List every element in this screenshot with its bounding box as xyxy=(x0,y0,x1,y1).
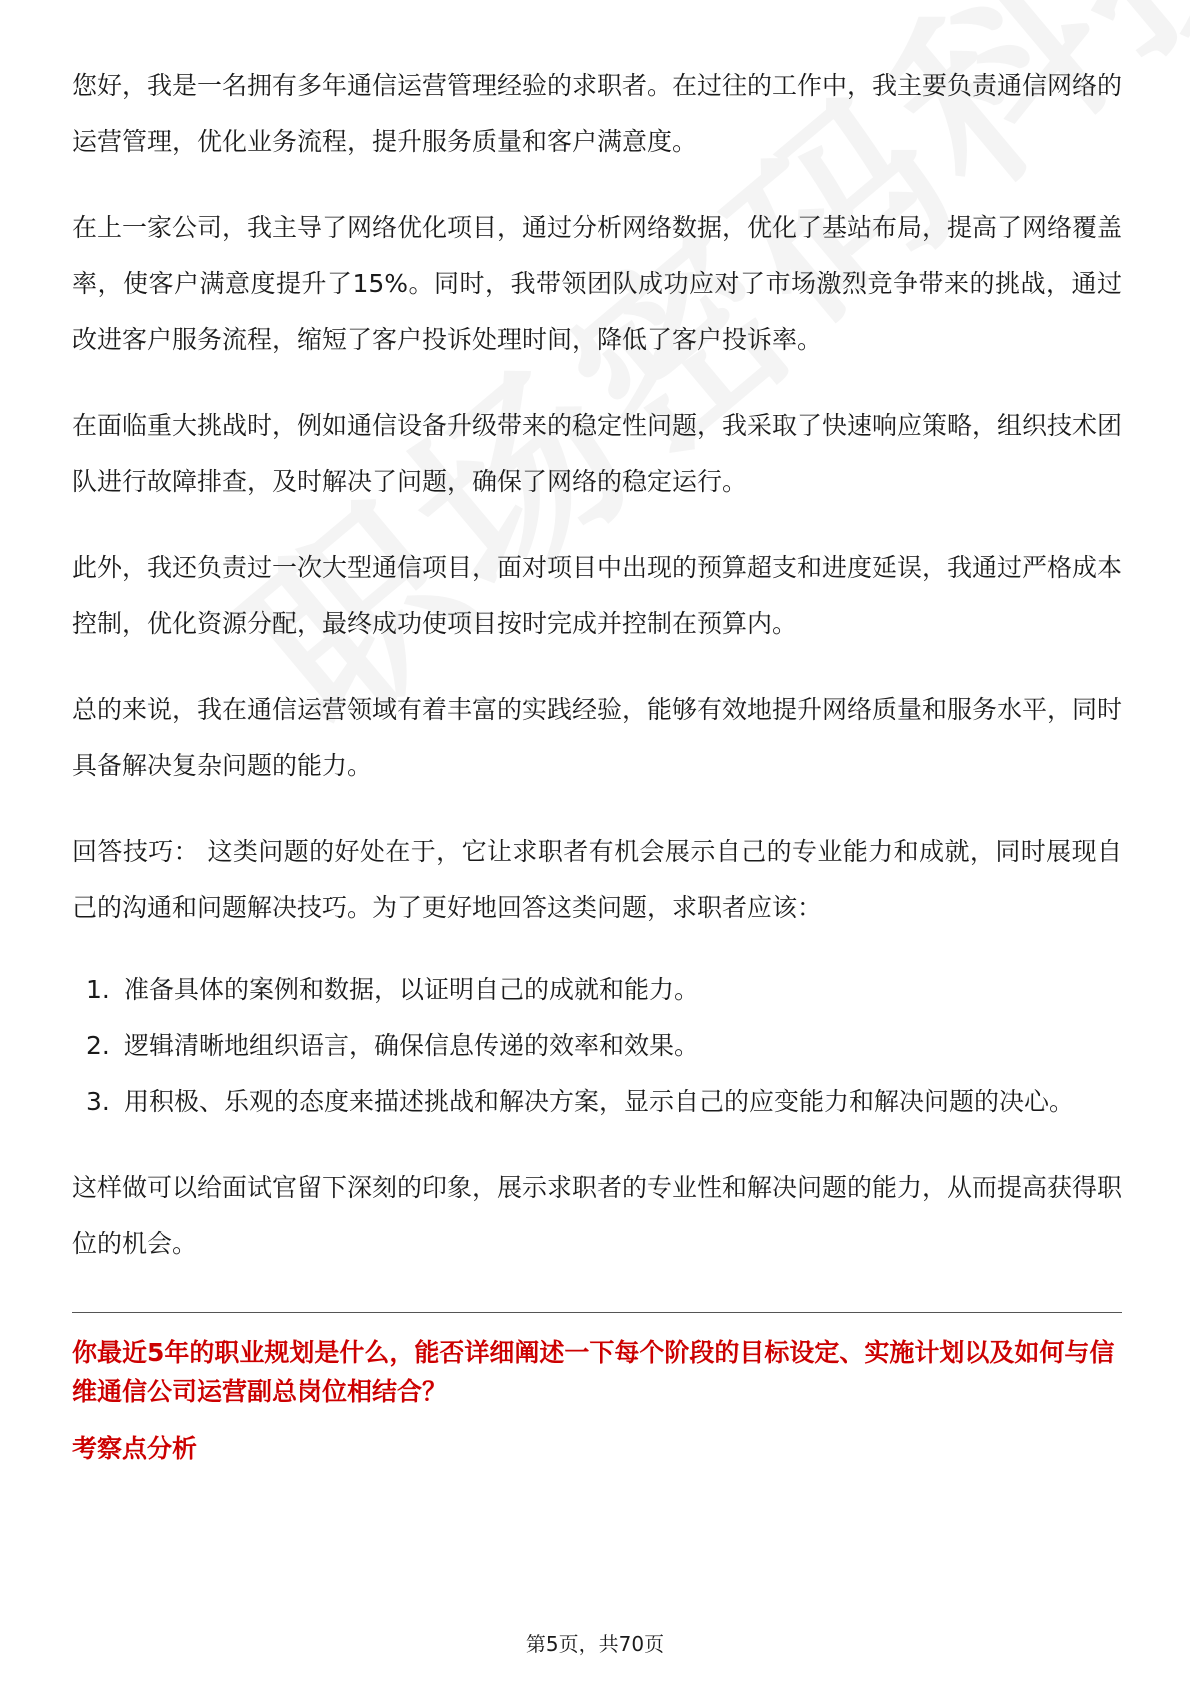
page-footer: 第5页，共70页 xyxy=(525,1632,665,1656)
list-item xyxy=(72,1074,1122,1130)
list-number: 3. xyxy=(86,1087,110,1116)
page-content xyxy=(72,58,1122,1469)
paragraph-intro: 您好，我是一名拥有多年通信运营管理经验的求职者。在过往的工作中，我主要负责通信网络的运营管理，优化业务流程，提升服务质量和客户满意度。 xyxy=(72,71,1123,156)
paragraph-answer-tips: 回答技巧： 这类问题的好处在于，它让求职者有机会展示自己的专业能力和成就，同时展现自己的沟通和问题解决技巧。为了更好地回答这类问题，求职者应该： xyxy=(72,837,1122,922)
list-item xyxy=(72,962,1122,1018)
paragraph-challenges: 在面临重大挑战时，例如通信设备升级带来的稳定性问题，我采取了快速响应策略，组织技术团队进行故障排查，及时解决了问题，确保了网络的稳定运行。 xyxy=(72,411,1123,496)
tips-list xyxy=(72,962,1122,1130)
paragraph-previous-company: 在上一家公司，我主导了网络优化项目，通过分析网络数据，优化了基站布局，提高了网络覆盖率，使客户满意度提升了15%。同时，我带领团队成功应对了市场激烈竞争带来的挑战，通过改进客户服务流程，缩短了客户投诉处理时间，降低了客户投诉率。 xyxy=(72,213,1123,354)
next-question-heading: 你最近5年的职业规划是什么，能否详细阐述一下每个阶段的目标设定、实施计划以及如何与信维通信公司运营副总岗位相结合？ xyxy=(72,1338,1115,1406)
paragraph-large-project: 此外，我还负责过一次大型通信项目，面对项目中出现的预算超支和进度延误，我通过严格成本控制，优化资源分配，最终成功使项目按时完成并控制在预算内。 xyxy=(72,553,1123,638)
paragraph-closing: 这样做可以给面试官留下深刻的印象，展示求职者的专业性和解决问题的能力，从而提高获得职位的机会。 xyxy=(72,1173,1123,1258)
paragraph-summary: 总的来说，我在通信运营领域有着丰富的实践经验，能够有效地提升网络质量和服务水平，同时具备解决复杂问题的能力。 xyxy=(72,695,1123,780)
section-divider xyxy=(72,1312,1122,1313)
list-number: 1. xyxy=(86,975,110,1004)
analysis-section-label: 考察点分析 xyxy=(72,1434,198,1463)
list-item-text: 准备具体的案例和数据，以证明自己的成就和能力。 xyxy=(124,975,700,1004)
list-item-text: 用积极、乐观的态度来描述挑战和解决方案，显示自己的应变能力和解决问题的决心。 xyxy=(124,1087,1075,1116)
list-number: 2. xyxy=(86,1031,110,1060)
list-item-text: 逻辑清晰地组织语言，确保信息传递的效率和效果。 xyxy=(124,1031,700,1060)
list-item xyxy=(72,1018,1122,1074)
